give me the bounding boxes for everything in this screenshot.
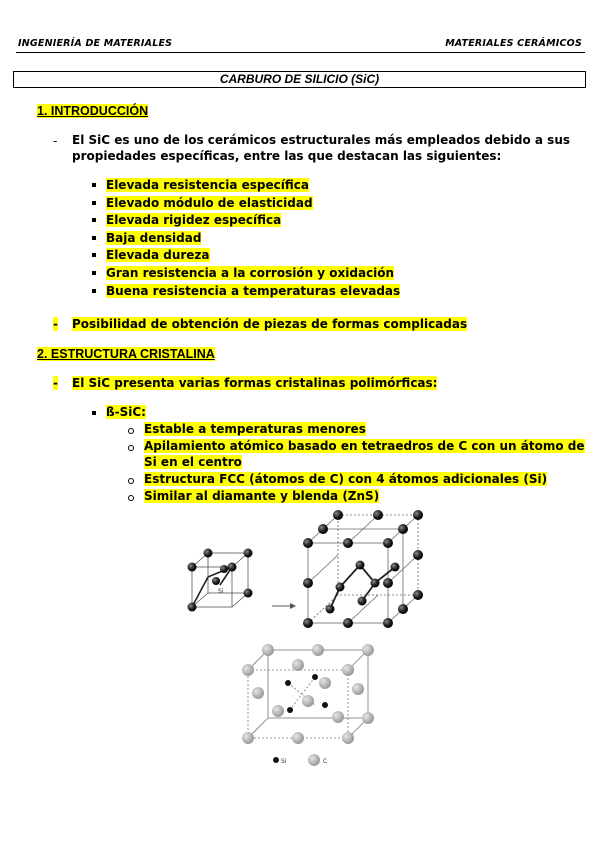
property-item: Gran resistencia a la corrosión y oxidación: [106, 266, 395, 280]
arrow-icon: [272, 603, 296, 609]
beta-item-2: Apilamiento atómico basado en tetraedros de C con un átomo de: [144, 439, 585, 453]
square-bullet: [92, 289, 96, 293]
header-rule: [16, 52, 585, 53]
circle-bullet: [128, 428, 134, 434]
legend-si-label: Si: [281, 758, 287, 765]
beta-item-1: Estable a temperaturas menores: [144, 422, 366, 436]
square-bullet: [92, 183, 96, 187]
square-bullet: [92, 271, 96, 275]
circle-bullet: [128, 445, 134, 451]
beta-sic-label: ß-SiC:: [106, 405, 146, 419]
beta-item-4: Similar al diamante y blenda (ZnS): [144, 489, 380, 503]
zincblende-atoms: [242, 644, 374, 744]
property-item: Elevada resistencia específica: [106, 178, 309, 192]
square-bullet: [92, 253, 96, 257]
zincblende-cell: [248, 650, 368, 738]
property-item: Buena resistencia a temperaturas elevadas: [106, 283, 401, 298]
header-right: MATERIALES CERÁMICOS: [445, 38, 582, 49]
section-heading-introduccion: 1. INTRODUCCIÓN: [37, 104, 149, 118]
property-item: Elevada dureza: [106, 248, 210, 263]
circle-bullet: [128, 478, 134, 484]
circle-bullet: [128, 495, 134, 501]
square-bullet: [92, 218, 96, 222]
property-item: Elevado módulo de elasticidad: [106, 195, 313, 210]
dash-marker: -: [53, 376, 58, 390]
extra-property: Posibilidad de obtención de piezas de formas complicadas: [72, 317, 468, 331]
intro-line-2: propiedades específicas, entre las que destacan las siguientes:: [72, 149, 502, 163]
section2-intro: El SiC presenta varias formas cristalinas polimórficas:: [72, 376, 438, 390]
property-item: Baja densidad: [106, 230, 202, 245]
header-left: INGENIERÍA DE MATERIALES: [18, 38, 173, 49]
legend-c-label: C: [323, 758, 328, 765]
dash-marker: -: [53, 317, 58, 331]
small-unit-cell: [192, 553, 248, 607]
intro-line-1: El SiC es uno de los cerámicos estructurales más empleados debido a sus: [72, 133, 571, 147]
square-bullet: [92, 236, 96, 240]
document-title: CARBURO DE SILICIO (SiC): [13, 71, 586, 88]
beta-item-2-cont: Si en el centro: [144, 455, 242, 469]
crystal-structure-figure: [180, 505, 440, 775]
figure-legend: [273, 754, 327, 766]
section-heading-estructura: 2. ESTRUCTURA CRISTALINA: [37, 347, 215, 361]
small-cell-label: Si: [218, 588, 224, 595]
beta-item-3: Estructura FCC (átomos de C) con 4 átomos adicionales (Si): [144, 472, 548, 486]
square-bullet: [92, 411, 96, 415]
dash-marker: -: [53, 134, 58, 148]
square-bullet: [92, 201, 96, 205]
property-item: Elevada rigidez específica: [106, 213, 282, 228]
